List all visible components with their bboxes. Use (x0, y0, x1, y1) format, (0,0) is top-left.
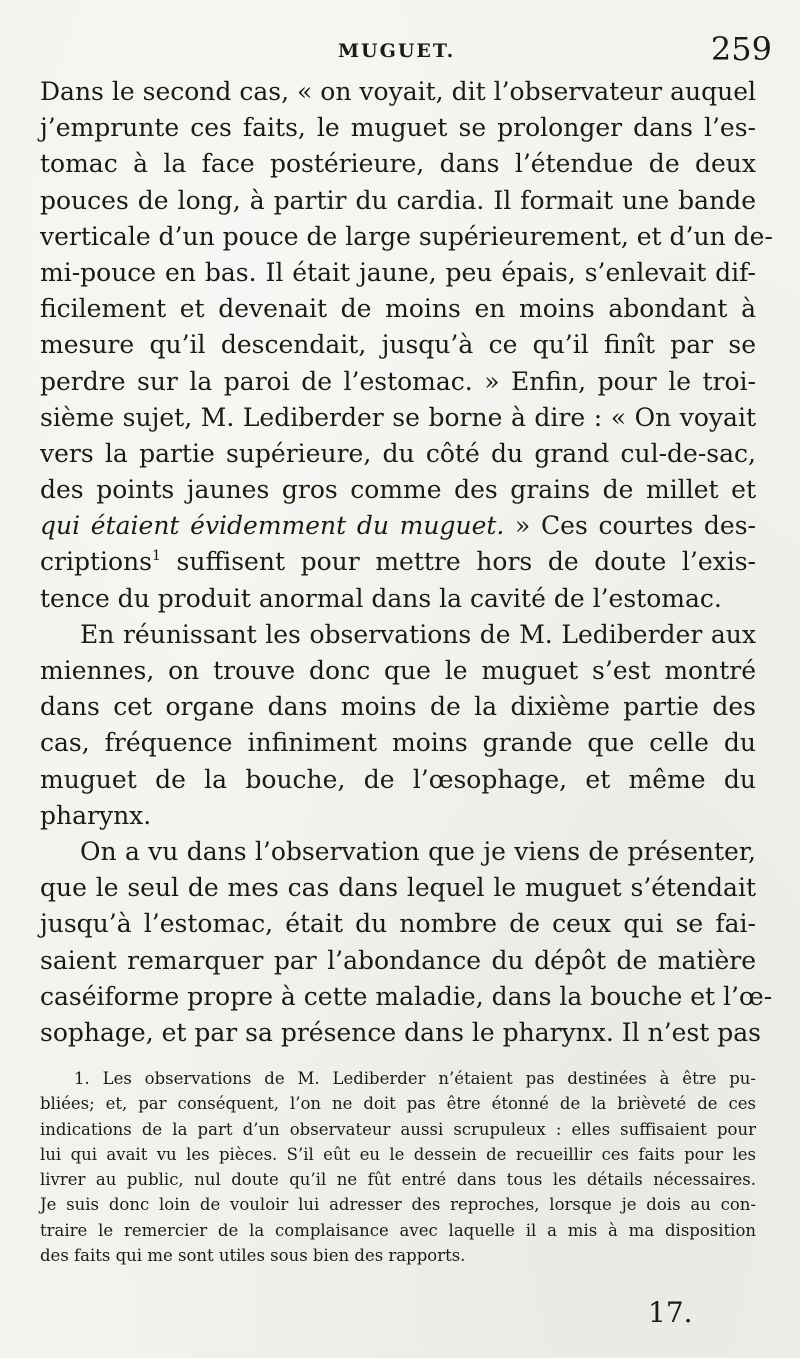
body-text (40, 74, 773, 1051)
text-line: caséiforme propre à cette maladie, dans la bouche et l’œ- (40, 981, 773, 1011)
page-number: 259 (710, 30, 772, 68)
text-line-with-footnote-ref (40, 544, 756, 580)
text-line: cas, fréquence infiniment moins grande que celle du (40, 728, 756, 758)
italic-quote: qui étaient évidemment du muguet. (40, 511, 505, 541)
footnote-line: bliées; et, par conséquent, l’on ne doit pas être étonné de la brièveté de ces (40, 1094, 756, 1114)
footnote-reference: 1 (151, 548, 161, 565)
text-line: sième sujet, M. Lediberder se borne à dire : « On voyait (40, 402, 756, 432)
text-line: saient remarquer par l’abondance du dépôt de matière (40, 945, 756, 975)
text-line: j’emprunte ces faits, le muguet se prolonger dans l’es- (40, 113, 756, 143)
text-line: On a vu dans l’observation que je viens de présenter, (80, 836, 756, 866)
text-line: tomac à la face postérieure, dans l’étendue de deux (40, 149, 756, 179)
text-line: mesure qu’il descendait, jusqu’à ce qu’il finît par se (40, 330, 756, 360)
text-line: sophage, et par sa présence dans le pharynx. Il n’est pas (40, 1017, 761, 1047)
footnote-line: lui qui avait vu les pièces. S’il eût eu le dessein de recueillir ces faits pour les (40, 1144, 756, 1164)
text-line: dans cet organe dans moins de la dixième partie des (40, 692, 756, 722)
text-line: vers la partie supérieure, du côté du grand cul-de-sac, (40, 438, 756, 468)
text-segment: suffisent pour mettre hors de doute l’exis- (160, 547, 756, 577)
text-segment: » Ces courtes des- (504, 511, 756, 541)
text-line: perdre sur la paroi de l’estomac. » Enfin, pour le troi- (40, 366, 756, 396)
text-line: verticale d’un pouce de large supérieurement, et d’un de- (40, 221, 773, 251)
text-line: tence du produit anormal dans la cavité de l’estomac. (40, 583, 722, 613)
text-line: muguet de la bouche, de l’œsophage, et même du (40, 764, 756, 794)
page-header (0, 30, 800, 70)
text-line: que le seul de mes cas dans lequel le muguet s’étendait (40, 873, 756, 903)
text-line: Dans le second cas, « on voyait, dit l’observateur auquel (40, 77, 756, 106)
footnote-block (40, 1066, 756, 1268)
text-line: En réunissant les observations de M. Lediberder aux (80, 619, 756, 649)
text-line: ficilement et devenait de moins en moins abondant à (40, 294, 756, 324)
text-line: jusqu’à l’estomac, était du nombre de ceux qui se fai- (40, 909, 756, 939)
footnote-line: 1. Les observations de M. Lediberder n’étaient pas destinées à être pu- (74, 1069, 756, 1088)
footnote-line: Je suis donc loin de vouloir lui adresser des reproches, lorsque je dois au con- (40, 1195, 756, 1215)
footnote-line: traire le remercier de la complaisance avec laquelle il a mis à ma disposition (40, 1220, 756, 1240)
text-line: des points jaunes gros comme des grains de millet et (40, 475, 756, 505)
text-line: pouces de long, à partir du cardia. Il formait une bande (40, 185, 756, 215)
footnote-line: livrer au public, nul doute qu’il ne fût entré dans tous les détails nécessaires. (40, 1170, 756, 1190)
footnote-line: des faits qui me sont utiles sous bien des rapports. (40, 1246, 466, 1266)
text-line: pharynx. (40, 800, 152, 830)
signature-mark: 17. (648, 1296, 693, 1329)
text-line: mi-pouce en bas. Il était jaune, peu épais, s’enlevait dif- (40, 257, 756, 287)
text-line: miennes, on trouve donc que le muguet s’est montré (40, 656, 756, 685)
text-segment: criptions (40, 547, 152, 577)
footnote-line: indications de la part d’un observateur aussi scrupuleux : elles suffisaient pour (40, 1119, 756, 1139)
running-title: MUGUET. (338, 40, 456, 62)
text-line-italic (40, 508, 756, 544)
